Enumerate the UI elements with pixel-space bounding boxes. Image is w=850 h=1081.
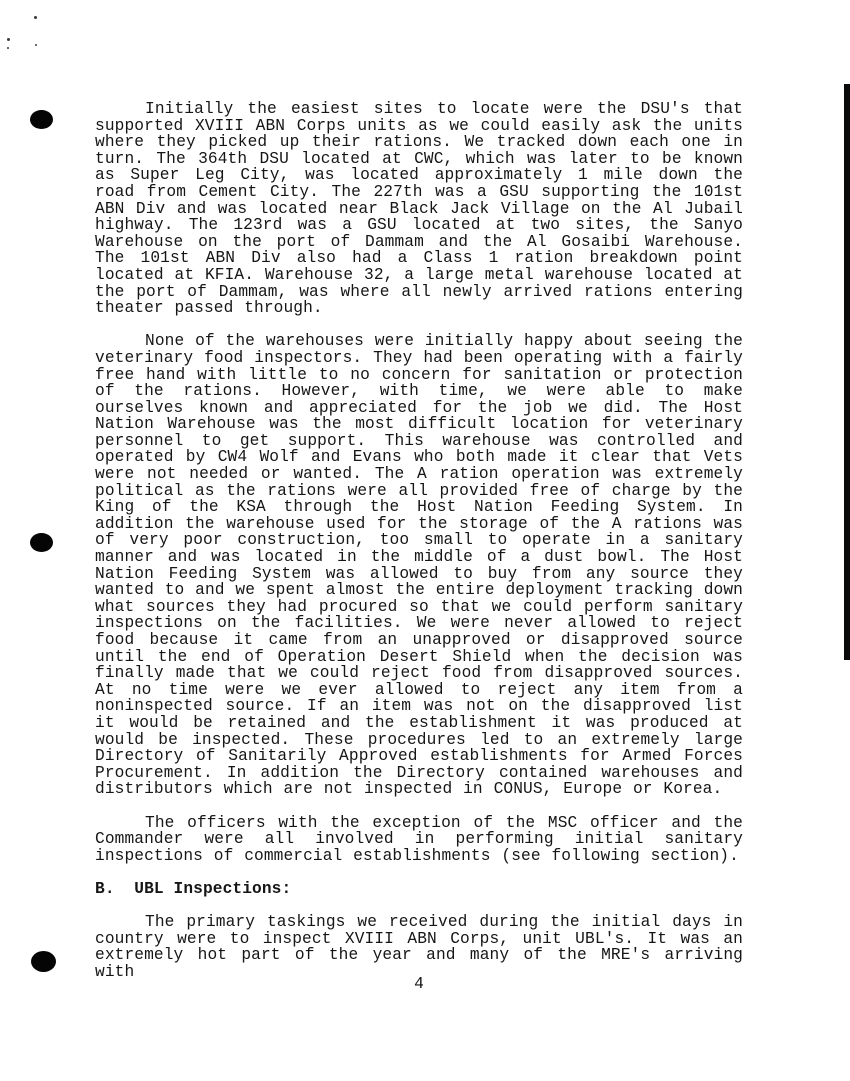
section-heading: B. UBL Inspections: <box>95 879 292 898</box>
paragraph-3: The officers with the exception of the MSC officer and the Commander were all involved in performing initial sanitary inspections of commercial establishments (see following section). <box>95 813 743 865</box>
paragraph-4: The primary taskings we received during the initial days in country were to inspect XVIII ABN Corps, unit UBL's. It was an extremely hot part of the year and many of the MRE's arriving with <box>95 913 743 981</box>
scan-speck <box>7 38 10 41</box>
scan-speck <box>35 44 37 46</box>
hole-punch-mark <box>30 110 53 129</box>
page-number: 4 <box>414 975 424 993</box>
scan-edge-bar <box>844 84 850 660</box>
hole-punch-mark <box>31 951 56 972</box>
scan-speck <box>34 16 37 19</box>
hole-punch-mark <box>30 533 53 552</box>
scan-speck <box>7 47 9 49</box>
document-body <box>95 101 743 980</box>
paragraph-2: None of the warehouses were initially happy about seeing the veterinary food inspectors. They had been operating with a fairly free hand with little to no concern for sanitation or protection of the rations. However, with time, we were able to make ourselves known and appreciated for the job we did. The Host Nation Warehouse was the most difficult location for veterinary personnel to get support. This warehouse was controlled and operated by CW4 Wolf and Evans who both made it clear that Vets were not needed or wanted. The A ration operation was extremely political as the rations were all provided free of charge by the King of the KSA through the Host Nation Feeding System. In addition the warehouse used for the storage of the A rations was of very poor construction, too small to operate in a sanitary manner and was located in the middle of a dust bowl. The Host Nation Feeding System was allowed to buy from any source they wanted to and we spent almost the entire deployment tracking down what sources they had procured so that we could perform sanitary inspections on the facilities. We were never allowed to reject food because it came from an unapproved or disapproved source until the end of Operation Desert Shield when the decision was finally made that we could reject food from disapproved sources. At no time were we ever allowed to reject any item from a noninspected source. If an item was not on the disapproved list it would be retained and the establishment it was produced at would be inspected. These procedures led to an extremely large Directory of Sanitarily Approved establishments for Armed Forces Procurement. In addition the Directory contained warehouses and distributors which are not inspected in CONUS, Europe or Korea. <box>95 332 743 799</box>
paragraph-1: Initially the easiest sites to locate were the DSU's that supported XVIII ABN Corps units as we could easily ask the units where they picked up their rations. We tracked down each one in turn. The 364th DSU located at CWC, which was later to be known as Super Leg City, was located approximately 1 mile down the road from Cement City. The 227th was a GSU supporting the 101st ABN Div and was located near Black Jack Village on the Al Jubail highway. The 123rd was a GSU located at two sites, the Sanyo Warehouse on the port of Dammam and the Al Gosaibi Warehouse. The 101st ABN Div also had a Class 1 ration breakdown point located at KFIA. Warehouse 32, a large metal warehouse located at the port of Dammam, was where all newly arrived rations entering theater passed through. <box>95 100 743 318</box>
